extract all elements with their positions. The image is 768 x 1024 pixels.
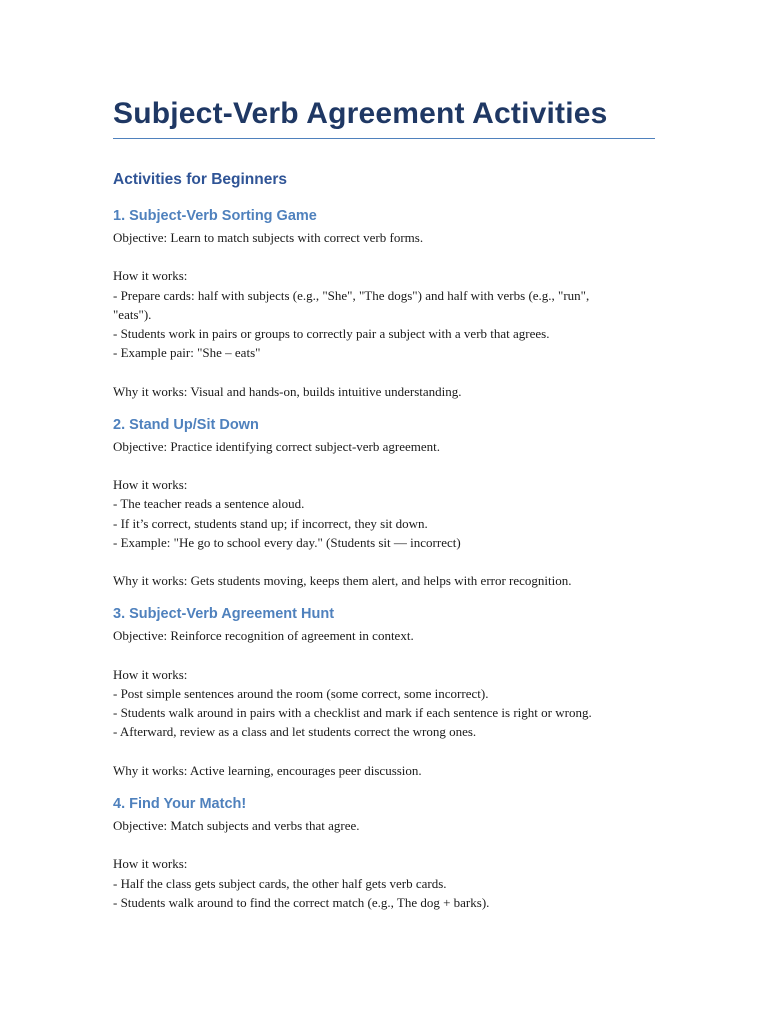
step-line: - If it’s correct, students stand up; if incorrect, they sit down. (113, 515, 428, 531)
activity-objective: Objective: Learn to match subjects with correct verb forms. (113, 230, 424, 245)
activity-objective: Objective: Practice identifying correct subject-verb agreement. (113, 438, 441, 454)
section-heading: Activities for Beginners (113, 171, 287, 188)
activity-heading: 1. Subject-Verb Sorting Game (113, 208, 317, 224)
activity-2 (113, 415, 658, 591)
step-line: "eats"). (113, 306, 152, 322)
document-title: Subject-Verb Agreement Activities (113, 97, 608, 130)
activity-1 (113, 206, 658, 401)
how-it-works-label: How it works: (113, 666, 188, 682)
step-line: - Afterward, review as a class and let students correct the wrong ones. (113, 724, 477, 740)
how-it-works-label: How it works: (113, 856, 188, 872)
activity-3 (113, 604, 658, 780)
how-it-works-label: How it works: (113, 268, 188, 284)
how-it-works-label: How it works: (113, 477, 188, 493)
step-line: - Students work in pairs or groups to correctly pair a subject with a verb that agrees. (113, 326, 550, 341)
step-line: - Example pair: "She – eats" (113, 345, 261, 361)
why-it-works: Why it works: Gets students moving, keeps them alert, and helps with error recognition. (113, 573, 572, 589)
step-line: - Prepare cards: half with subjects (e.g., "She", "The dogs") and half with verbs (e.g., "run", (113, 287, 590, 303)
activity-objective: Objective: Match subjects and verbs that agree. (113, 817, 360, 833)
title-underline (113, 138, 655, 139)
step-line: - Students walk around in pairs with a checklist and mark if each sentence is right or wrong. (113, 705, 592, 721)
activity-objective: Objective: Reinforce recognition of agreement in context. (113, 628, 414, 644)
step-line: - Post simple sentences around the room (some correct, some incorrect). (113, 685, 489, 701)
document-page (113, 92, 658, 912)
step-line: - Students walk around to find the correct match (e.g., The dog + barks). (113, 894, 490, 910)
step-line: - The teacher reads a sentence aloud. (113, 496, 305, 512)
activity-heading: 2. Stand Up/Sit Down (113, 416, 259, 433)
why-it-works: Why it works: Active learning, encourages peer discussion. (113, 762, 422, 778)
step-line: - Example: "He go to school every day." (Students sit — incorrect) (113, 534, 461, 550)
activity-4 (113, 794, 658, 912)
activity-heading: 3. Subject-Verb Agreement Hunt (113, 606, 335, 623)
why-it-works: Why it works: Visual and hands-on, builds intuitive understanding. (113, 383, 462, 399)
step-line: - Half the class gets subject cards, the other half gets verb cards. (113, 875, 447, 891)
activity-heading: 4. Find Your Match! (113, 795, 247, 812)
